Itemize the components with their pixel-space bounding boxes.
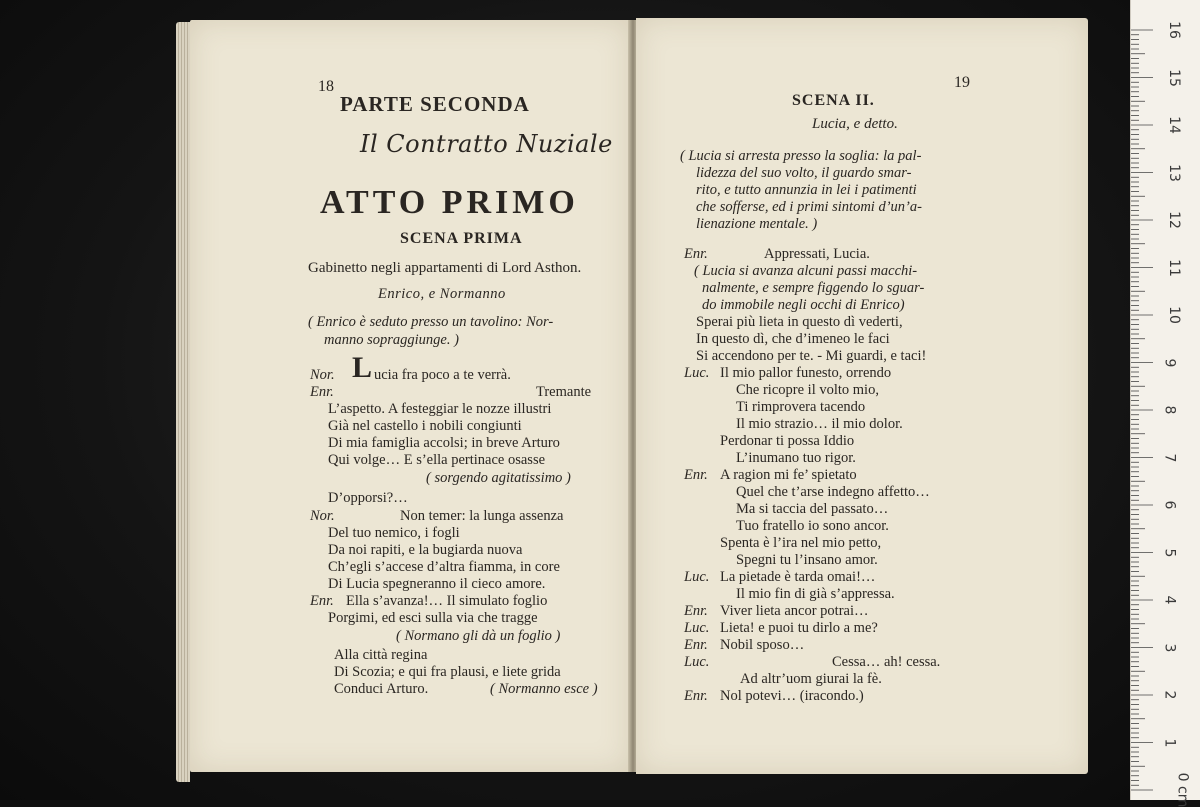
- ruler-label: 4: [1161, 595, 1178, 605]
- speaker: Luc.: [684, 365, 710, 381]
- speaker: Enr.: [684, 688, 708, 704]
- verse-line: Ch’egli s’accese d’altra fiamma, in core: [328, 559, 560, 575]
- measurement-ruler: [1130, 0, 1200, 807]
- scene-title: SCENA II.: [792, 92, 875, 109]
- ruler-label: 16: [1165, 21, 1182, 39]
- verse-line: Del tuo nemico, i fogli: [328, 525, 460, 541]
- verse-line: Spegni tu l’insano amor.: [736, 552, 878, 568]
- ruler-label: 11: [1165, 258, 1182, 277]
- ruler-label: 2: [1161, 690, 1178, 700]
- speaker: Enr.: [310, 593, 334, 609]
- speaker: Luc.: [684, 569, 710, 585]
- verse-line: Di Scozia; e qui fra plausi, e liete grida: [334, 664, 561, 680]
- stage-direction: ( Normano gli dà un foglio ): [396, 628, 561, 644]
- stage-direction: ( Normanno esce ): [490, 681, 598, 697]
- ruler-label: 12: [1165, 211, 1182, 229]
- ruler-label: 7: [1161, 453, 1178, 462]
- verse-line: D’opporsi?…: [328, 490, 408, 506]
- right-page: [636, 18, 1088, 774]
- verse-line: Ella s’avanza!… Il simulato foglio: [346, 593, 548, 609]
- verse-line: Ma si taccia del passato…: [736, 501, 889, 517]
- ruler-label: 6: [1161, 500, 1178, 510]
- stage-direction: lidezza del suo volto, il guardo smar-: [696, 165, 912, 181]
- speaker: Nor.: [310, 508, 335, 524]
- stage-direction: ( Lucia si arresta presso la soglia: la pal-: [680, 148, 922, 164]
- verse-line: Il mio pallor funesto, orrendo: [720, 365, 892, 381]
- speaker: Enr.: [684, 467, 708, 483]
- verse-line: Perdonar ti possa Iddio: [720, 433, 855, 449]
- stage-direction: che sofferse, ed i primi sintomi d’un’a-: [696, 199, 922, 215]
- speaker: Luc.: [684, 620, 710, 636]
- verse-line: Appressati, Lucia.: [764, 246, 870, 262]
- ruler-label: 13: [1165, 163, 1182, 182]
- speaker: Enr.: [310, 384, 334, 400]
- verse-line: Ti rimprovera tacendo: [736, 399, 866, 415]
- stage-direction: lienazione mentale. ): [696, 216, 818, 232]
- verse-line: Sperai più lieta in questo dì vederti,: [696, 314, 903, 330]
- stage-direction: nalmente, e sempre figgendo lo sguar-: [702, 280, 925, 296]
- verse-line: L’inumano tuo rigor.: [736, 450, 856, 466]
- ruler-label: 1: [1161, 738, 1178, 747]
- verse-line: Lieta! e puoi tu dirlo a me?: [720, 620, 878, 636]
- speaker: Nor.: [310, 367, 335, 383]
- verse-line: Da noi rapiti, e la bugiarda nuova: [328, 542, 523, 558]
- stage-direction: manno sopraggiunge. ): [324, 332, 459, 348]
- verse-line: Il mio fin di già s’appressa.: [736, 586, 895, 602]
- verse-line: Conduci Arturo.: [334, 681, 429, 697]
- verse-line: Nobil sposo…: [720, 637, 805, 653]
- stage-direction: ( Lucia si avanza alcuni passi macchi-: [694, 263, 918, 279]
- verse-line: Porgimi, ed esci sulla via che tragge: [328, 610, 538, 626]
- act-title: ATTO PRIMO: [320, 184, 579, 221]
- scene-title: SCENA PRIMA: [400, 230, 523, 247]
- verse-line: Tuo fratello io sono ancor.: [736, 518, 889, 534]
- verse-line: ucia fra poco a te verrà.: [374, 367, 511, 383]
- verse-line: Già nel castello i nobili congiunti: [328, 418, 522, 434]
- setting: Gabinetto negli appartamenti di Lord Asthon.: [308, 260, 582, 276]
- verse-line: Il mio strazio… il mio dolor.: [736, 416, 903, 432]
- speaker: Enr.: [684, 637, 708, 653]
- ruler-label: 14: [1165, 116, 1182, 134]
- verse-line: In questo dì, che d’imeneo le faci: [696, 331, 890, 347]
- verse-line: Cessa… ah! cessa.: [832, 654, 941, 670]
- verse-line: Che ricopre il volto mio,: [736, 382, 879, 398]
- speaker: Luc.: [684, 654, 710, 670]
- verse-line: Viver lieta ancor potrai…: [720, 603, 869, 619]
- ruler-label: 8: [1161, 405, 1178, 415]
- verse-line: Non temer: la lunga assenza: [400, 508, 564, 524]
- verse-line: Tremante: [536, 384, 592, 400]
- verse-line: Qui volge… E s’ella pertinace osasse: [328, 452, 546, 468]
- page-number: 18: [318, 78, 334, 95]
- ruler-label: 10: [1165, 306, 1182, 324]
- ruler-label: 5: [1161, 548, 1178, 557]
- verse-line: Di mia famiglia accolsi; in breve Arturo: [328, 435, 560, 451]
- drop-cap: L: [352, 351, 373, 384]
- subtitle: Il Contratto Nuziale: [360, 130, 613, 158]
- verse-line: Alla città regina: [334, 647, 428, 663]
- verse-line: La pietade è tarda omai!…: [720, 569, 876, 585]
- speaker: Enr.: [684, 603, 708, 619]
- verse-line: Spenta è l’ira nel mio petto,: [720, 535, 882, 551]
- part-title: PARTE SECONDA: [340, 92, 530, 116]
- ruler-label: 15: [1165, 68, 1182, 87]
- verse-line: L’aspetto. A festeggiar le nozze illustri: [328, 401, 552, 417]
- page-number: 19: [954, 74, 970, 91]
- verse-line: Ad altr’uom giurai la fè.: [740, 671, 882, 687]
- verse-line: Si accendono per te. - Mi guardi, e taci!: [696, 348, 927, 364]
- characters: Enrico, e Normanno: [378, 286, 506, 302]
- page-edges: [176, 22, 190, 782]
- stage-direction: do immobile negli occhi di Enrico): [702, 297, 905, 313]
- ruler-label: 3: [1161, 643, 1178, 652]
- verse-line: Nol potevi… (iracondo.): [720, 688, 864, 704]
- ruler-label: 9: [1161, 358, 1178, 367]
- characters: Lucia, e detto.: [812, 116, 898, 132]
- verse-line: Quel che t’arse indegno affetto…: [736, 484, 930, 500]
- verse-line: Di Lucia spegneranno il cieco amore.: [328, 576, 546, 592]
- stage-direction: ( Enrico è seduto presso un tavolino: Nor-: [308, 314, 554, 330]
- stage-direction: rito, e tutto annunzia in lei i patimenti: [696, 182, 917, 198]
- left-page: [190, 20, 630, 772]
- stage-direction: ( sorgendo agitatissimo ): [426, 470, 571, 486]
- verse-line: A ragion mi fe’ spietato: [720, 467, 857, 483]
- speaker: Enr.: [684, 246, 708, 262]
- ruler-label: 0 cm: [1174, 772, 1191, 807]
